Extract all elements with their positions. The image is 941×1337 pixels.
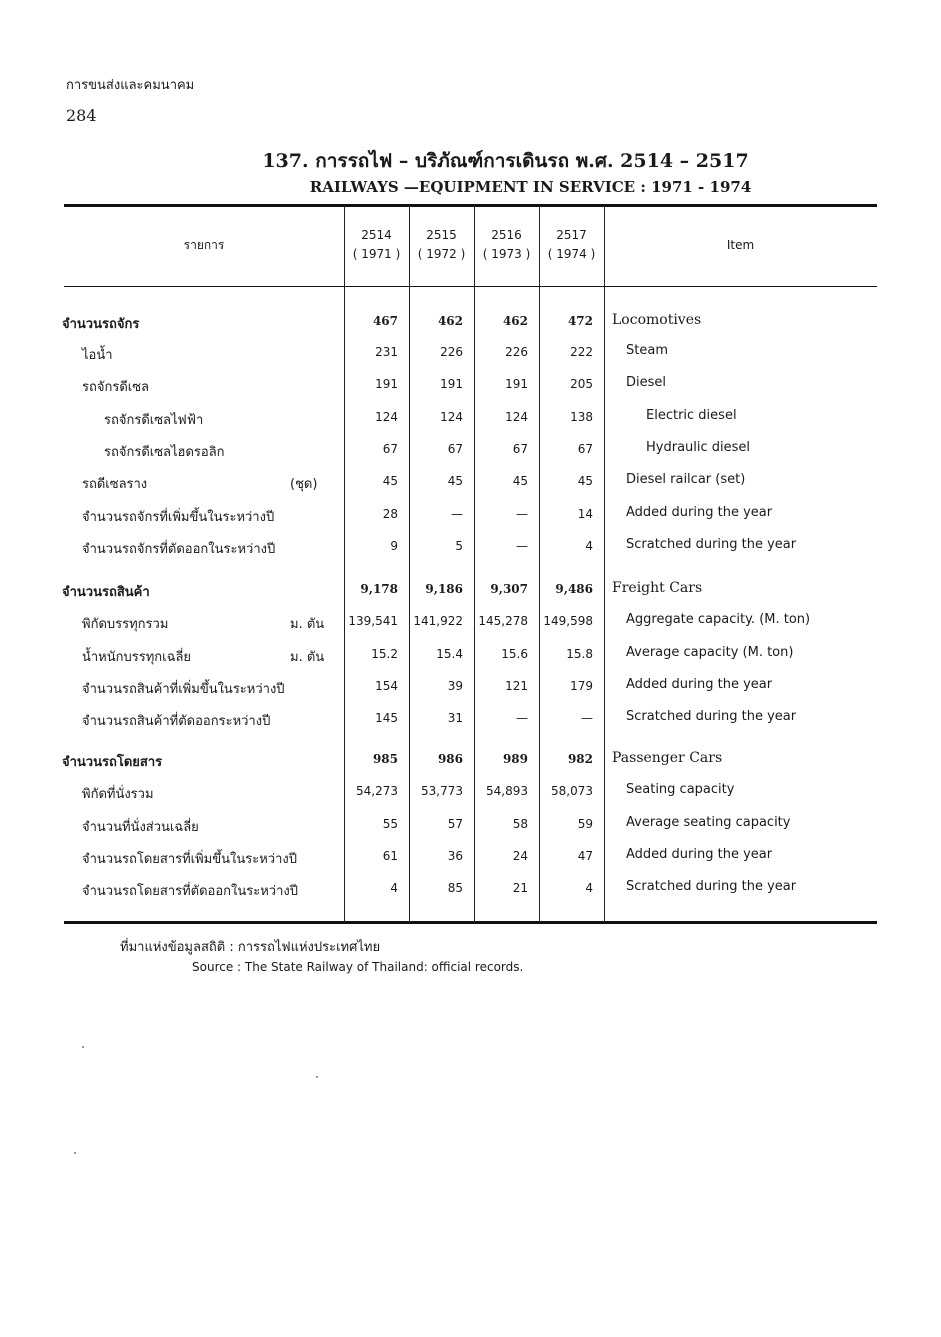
table-cell: —	[581, 711, 593, 725]
year-thai: 2517	[556, 228, 587, 242]
table-cell: 5	[455, 539, 463, 553]
table-cell: 45	[447, 474, 463, 488]
table-cell: 57	[447, 817, 463, 831]
row-label-thai: น้ำหนักบรรทุกเฉลี่ย	[82, 650, 192, 665]
row-label-thai: จำนวนรถจักร	[62, 317, 140, 332]
row-label-english: Diesel railcar (set)	[626, 472, 746, 487]
table-cell: 14	[577, 507, 593, 521]
row-label-english: Scratched during the year	[626, 709, 797, 724]
row-label-english: Scratched during the year	[626, 879, 797, 894]
table-cell: 462	[502, 314, 528, 328]
row-label-thai: ไอน้ำ	[82, 348, 113, 363]
year-thai: 2516	[491, 228, 522, 242]
row-label-thai: จำนวนรถสินค้าที่เพิ่มขึ้นในระหว่างปี	[82, 682, 285, 697]
table-cell: 226	[505, 345, 528, 359]
table-cell: 222	[570, 345, 593, 359]
table-cell: 31	[447, 711, 463, 725]
table-cell: 61	[382, 849, 398, 863]
bottom-rule	[64, 921, 877, 924]
row-label-english: Passenger Cars	[612, 750, 723, 766]
table-cell: 231	[375, 345, 398, 359]
row-label-english: Electric diesel	[646, 408, 737, 423]
table-cell: 85	[447, 881, 463, 895]
column-header-item-thai	[64, 236, 344, 255]
column-header-label: Item	[726, 238, 755, 252]
page-number: 284	[66, 106, 97, 125]
table-cell: 15.4	[436, 647, 463, 661]
table-cell: 39	[447, 679, 463, 693]
table-cell: 21	[512, 881, 528, 895]
year-thai: 2515	[426, 228, 457, 242]
table-cell: 124	[440, 410, 463, 424]
row-unit: ม. ตัน	[290, 650, 325, 665]
row-label-english: Freight Cars	[612, 580, 703, 596]
year-ad: ( 1971 )	[352, 247, 401, 261]
table-cell: 191	[440, 377, 463, 391]
table-cell: 4	[585, 881, 593, 895]
table-cell: 149,598	[543, 614, 593, 628]
column-header-year-2515	[409, 226, 474, 264]
table-cell: 121	[505, 679, 528, 693]
table-title-english: RAILWAYS —EQUIPMENT IN SERVICE : 1971 - 1974	[309, 178, 752, 196]
table-cell: 986	[437, 752, 463, 766]
row-label-thai: จำนวนที่นั่งส่วนเฉลี่ย	[82, 820, 199, 835]
table-cell: 191	[375, 377, 398, 391]
table-cell: 145,278	[478, 614, 528, 628]
table-cell: 9,307	[490, 582, 528, 596]
table-cell: 15.2	[371, 647, 398, 661]
row-label-thai: รถดีเซลราง	[82, 477, 148, 492]
table-cell: 53,773	[421, 784, 463, 798]
row-label-english: Scratched during the year	[626, 537, 797, 552]
row-unit: ม. ตัน	[290, 617, 325, 632]
table-cell: 67	[577, 442, 593, 456]
table-cell: 4	[390, 881, 398, 895]
table-cell: 9,486	[555, 582, 593, 596]
scan-speck	[82, 1046, 84, 1048]
table-cell: 9,186	[425, 582, 463, 596]
scan-speck	[316, 1076, 318, 1078]
table-cell: 45	[577, 474, 593, 488]
table-cell: 67	[512, 442, 528, 456]
column-header-item-english	[604, 236, 877, 255]
row-label-english: Added during the year	[626, 677, 773, 692]
table-cell: 47	[577, 849, 593, 863]
table-cell: 154	[375, 679, 398, 693]
source-english: Source : The State Railway of Thailand: official records.	[192, 960, 524, 974]
section-header: การขนส่งและคมนาคม	[66, 78, 195, 93]
table-cell: 15.6	[501, 647, 528, 661]
table-cell: 59	[577, 817, 593, 831]
year-ad: ( 1972 )	[417, 247, 466, 261]
table-cell: 4	[585, 539, 593, 553]
row-label-english: Steam	[626, 343, 668, 358]
row-label-thai: จำนวนรถโดยสาร	[62, 755, 163, 770]
column-header-year-2514	[344, 226, 409, 264]
table-cell: 467	[372, 314, 398, 328]
scan-speck	[74, 1152, 76, 1154]
row-label-thai: รถจักรดีเซลไฟฟ้า	[104, 413, 204, 428]
row-label-thai: จำนวนรถโดยสารที่ตัดออกในระหว่างปี	[82, 884, 299, 899]
row-label-english: Diesel	[626, 375, 667, 390]
column-header-year-2517	[539, 226, 604, 264]
top-rule	[64, 204, 877, 207]
table-cell: 985	[372, 752, 398, 766]
row-label-thai: จำนวนรถสินค้าที่ตัดออกระหว่างปี	[82, 714, 271, 729]
table-cell: 205	[570, 377, 593, 391]
table-cell: 15.8	[566, 647, 593, 661]
table-cell: 472	[567, 314, 593, 328]
row-label-english: Seating capacity	[626, 782, 735, 797]
table-cell: 989	[502, 752, 528, 766]
table-cell: 9	[390, 539, 398, 553]
row-label-english: Average seating capacity	[626, 815, 791, 830]
year-ad: ( 1974 )	[547, 247, 596, 261]
row-label-thai: พิกัดที่นั่งรวม	[82, 787, 154, 802]
table-cell: 58,073	[551, 784, 593, 798]
table-cell: 54,893	[486, 784, 528, 798]
row-label-english: Aggregate capacity. (M. ton)	[626, 612, 811, 627]
table-cell: 36	[447, 849, 463, 863]
table-cell: 462	[437, 314, 463, 328]
table-cell: 45	[382, 474, 398, 488]
table-cell: —	[451, 507, 463, 521]
table-cell: 982	[567, 752, 593, 766]
column-divider	[604, 206, 605, 922]
table-cell: 58	[512, 817, 528, 831]
header-rule	[64, 286, 877, 287]
row-unit: (ชุด)	[290, 477, 318, 492]
row-label-thai: จำนวนรถจักรที่ตัดออกในระหว่างปี	[82, 542, 276, 557]
table-cell: 54,273	[356, 784, 398, 798]
row-label-english: Added during the year	[626, 505, 773, 520]
row-label-thai: รถจักรดีเซล	[82, 380, 149, 395]
table-cell: 67	[382, 442, 398, 456]
table-cell: —	[516, 711, 528, 725]
row-label-english: Added during the year	[626, 847, 773, 862]
row-label-english: Average capacity (M. ton)	[626, 645, 794, 660]
table-cell: 67	[447, 442, 463, 456]
table-cell: 141,922	[413, 614, 463, 628]
table-cell: 24	[512, 849, 528, 863]
row-label-thai: จำนวนรถโดยสารที่เพิ่มขึ้นในระหว่างปี	[82, 852, 297, 867]
table-cell: 138	[570, 410, 593, 424]
row-label-english: Hydraulic diesel	[646, 440, 751, 455]
year-ad: ( 1973 )	[482, 247, 531, 261]
table-cell: 191	[505, 377, 528, 391]
table-cell: 145	[375, 711, 398, 725]
row-label-thai: จำนวนรถจักรที่เพิ่มขึ้นในระหว่างปี	[82, 510, 275, 525]
table-cell: 226	[440, 345, 463, 359]
row-label-english: Locomotives	[612, 312, 702, 328]
row-label-thai: จำนวนรถสินค้า	[62, 585, 150, 600]
table-cell: —	[516, 539, 528, 553]
table-cell: 55	[382, 817, 398, 831]
column-header-label: รายการ	[183, 238, 225, 252]
table-cell: —	[516, 507, 528, 521]
year-thai: 2514	[361, 228, 392, 242]
table-cell: 124	[375, 410, 398, 424]
table-title-thai: 137. การรถไฟ – บริภัณฑ์การเดินรถ พ.ศ. 2514 – 2517	[262, 150, 749, 172]
table-cell: 124	[505, 410, 528, 424]
row-label-thai: รถจักรดีเซลไฮดรอลิก	[104, 445, 225, 460]
table-cell: 28	[382, 507, 398, 521]
column-header-year-2516	[474, 226, 539, 264]
table-cell: 9,178	[360, 582, 398, 596]
table-cell: 45	[512, 474, 528, 488]
source-thai: ที่มาแห่งข้อมูลสถิติ : การรถไฟแห่งประเทศไทย	[120, 940, 381, 955]
table-cell: 179	[570, 679, 593, 693]
table-cell: 139,541	[348, 614, 398, 628]
row-label-thai: พิกัดบรรทุกรวม	[82, 617, 169, 632]
